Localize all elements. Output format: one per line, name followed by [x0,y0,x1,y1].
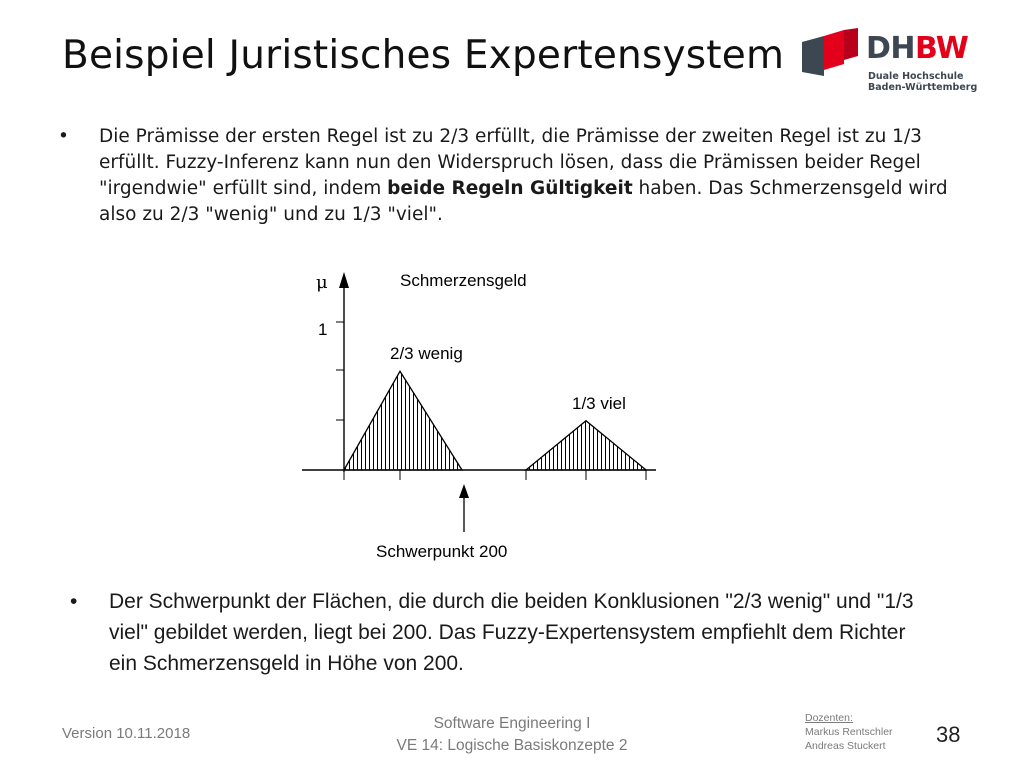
bullet-centroid [70,586,950,679]
bullet-text: Der Schwerpunkt der Flächen, die durch die beiden Konklusionen "2/3 wenig" und "1/3 viel" gebildet werden, liegt bei 200. Das Fuzzy-Expertensystem empfiehlt dem Richter ein Schmerzensgeld in Höhe von 200. [109,590,914,675]
bullet-fuzzy-inference [58,124,958,228]
bullet-marker: • [58,126,69,147]
logo-subtitle-line1: Duale Hochschule [868,71,964,82]
bullet-text [99,124,958,228]
y-axis-symbol: μ [316,272,328,293]
y-tick-label: 1 [318,320,328,339]
footer-course-line1: Software Engineering I [433,715,591,732]
dhbw-logo-mark-icon [800,28,862,80]
slide-title: Beispiel Juristisches Expertensystem [62,33,785,78]
dhbw-logo [800,28,980,96]
footer-teacher-2: Andreas Stuckert [805,740,886,752]
triangle-viel [526,421,646,470]
centroid-arrow-head-icon [459,484,469,498]
fuzzy-centroid-diagram [296,258,676,570]
footer-teachers-label: Dozenten: [805,712,853,724]
triangle-wenig [344,371,462,470]
footer-version: Version 10.11.2018 [62,725,191,742]
logo-subtitle-line2: Baden-Württemberg [868,82,978,93]
footer-teacher-1: Markus Rentschler [805,726,893,738]
logo-word-bw: BW [915,31,969,66]
page-number: 38 [936,722,961,747]
footer-course-line2: VE 14: Logische Basiskonzepte 2 [396,737,628,754]
footer-course [340,713,684,757]
label-centroid: Schwerpunkt 200 [376,542,508,561]
logo-word-dh: DH [866,31,916,66]
footer-teachers [805,711,893,753]
bullet-text-bold: beide Regeln Gültigkeit [387,178,633,199]
label-viel: 1/3 viel [572,394,626,413]
bullet-marker: • [70,590,78,613]
logo-wordmark [866,31,969,66]
label-wenig: 2/3 wenig [390,344,463,363]
bullet-text-before-bold: Die Prämisse der ersten Regel ist zu 2/3 erfüllt, die Prämisse der zweiten Regel ist zu 1/3 erfüllt. Fuzzy-Inferenz kann nun den Widerspruch lösen, dass die Prämissen beider Regel "irgendwie" erfüllt sind, indem [99,126,922,199]
y-axis-arrow-icon [339,272,349,288]
bullet-text-after-bold: haben. Das Schmerzensgeld wird also zu 2/3 "wenig" und zu 1/3 "viel". [99,178,948,225]
figure-title: Schmerzensgeld [400,271,527,290]
